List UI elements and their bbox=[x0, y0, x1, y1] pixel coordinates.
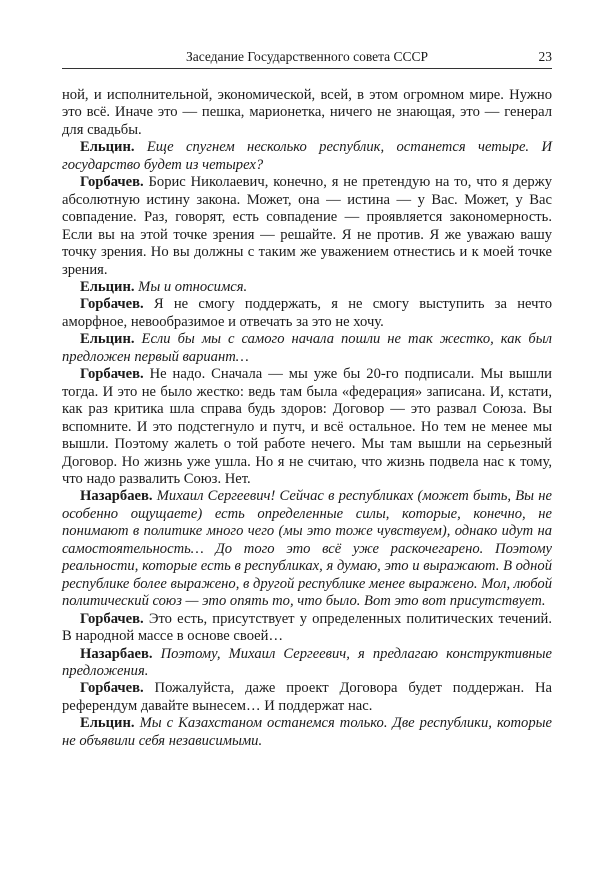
speaker-name: Ельцин. bbox=[80, 278, 135, 295]
paragraph bbox=[62, 139, 552, 174]
paragraph-text: Михаил Сергеевич! Сейчас в республиках (может быть, Вы не особенно ощущаете) есть определенные силы, которые, конечно, не понимают в политике много чего (мы это тоже чувствуем), однако идут на самостоятельность… До того это всё уже раскочегарено. Поэтому реальности, которые есть в республиках, я думаю, это и выражают. В одной республике более выражено, в другой республике менее выражено. Мол, любой политический союз — это опять то, что было. Вот это вот присутствует. bbox=[62, 488, 552, 610]
speaker-name: Горбачев. bbox=[80, 174, 144, 191]
running-header bbox=[62, 46, 552, 69]
paragraph-text: Борис Николаевич, конечно, я не претендую на то, что я держу абсолютную истину закона. Может, она — истина — у Вас. Может, у Вас совпадение. Раз, говорят, есть совпадение — проявляется закономерность. Если вы на этой точке зрения — решайте. Я не против. Я же уважаю вашу точку зрения. Но вы должны с таким же уважением отнестись и к моей точке зрения. bbox=[62, 174, 552, 278]
paragraph-text: ной, и исполнительной, экономической, всей, в этом огромном мире. Нужно это всё. Иначе это — пешка, марионетка, ничего не знающая, это — генерал для свадьбы. bbox=[62, 87, 552, 138]
paragraph bbox=[62, 680, 552, 715]
paragraph bbox=[62, 715, 552, 750]
speaker-name: Горбачев. bbox=[80, 296, 144, 313]
speaker-name: Назарбаев. bbox=[80, 645, 153, 662]
speaker-name: Ельцин. bbox=[80, 715, 135, 732]
paragraph bbox=[62, 488, 552, 610]
paragraph-text: Мы с Казахстаном останемся только. Две республики, которые не объявили себя независимыми. bbox=[62, 715, 553, 749]
paragraph-text: Поэтому, Михаил Сергеевич, я предлагаю конструктивные предложения. bbox=[62, 645, 552, 679]
paragraph bbox=[62, 646, 552, 681]
speaker-name: Ельцин. bbox=[80, 139, 135, 156]
speaker-name: Горбачев. bbox=[80, 610, 144, 627]
page-number: 23 bbox=[538, 49, 552, 64]
running-header-title: Заседание Государственного совета СССР bbox=[185, 49, 429, 64]
paragraph bbox=[62, 331, 552, 366]
paragraph-text: Пожалуйста, даже проект Договора будет поддержан. На референдум давайте вынесем… И поддержат нас. bbox=[62, 680, 552, 714]
paragraph-text: Я не смогу поддержать, я не смогу выступить за нечто аморфное, невообразимое и отвечать за это не хочу. bbox=[62, 296, 552, 330]
paragraph bbox=[62, 174, 552, 279]
paragraph-text: Если бы мы с самого начала пошли не так жестко, как был предложен первый вариант… bbox=[62, 331, 552, 365]
paragraph bbox=[62, 87, 552, 139]
paragraph-text: Не надо. Сначала — мы уже бы 20-го подписали. Мы вышли тогда. И это не было жестко: ведь там была «федерация» записана. И, кстати, как раз критика шла справа будь здоров: Договор — это развал Союза. Вы вспомните. И это подстегнуло и путч, и всё остальное. Но тем не менее мы вышли. Поэтому жалеть о той работе нечего. Мы там вышли на серьезный Договор. Но жизнь уже ушла. Но я не считаю, что жизнь подвела нас к тому, что надо развалить Союз. Нет. bbox=[62, 366, 552, 487]
paragraph bbox=[62, 279, 552, 296]
page-body bbox=[62, 87, 552, 750]
speaker-name: Горбачев. bbox=[80, 366, 144, 383]
paragraph bbox=[62, 611, 552, 646]
paragraph-text: Мы и относимся. bbox=[138, 278, 248, 295]
speaker-name: Ельцин. bbox=[80, 331, 135, 348]
paragraph-text: Это есть, присутствует у определенных политических течений. В народной массе в основе своей… bbox=[62, 610, 552, 645]
paragraph bbox=[62, 296, 552, 331]
speaker-name: Горбачев. bbox=[80, 680, 144, 697]
book-page bbox=[62, 46, 552, 750]
paragraph-text: Еще спугнем несколько республик, останется четыре. И государство будет из четырех? bbox=[62, 139, 552, 173]
paragraph bbox=[62, 366, 552, 488]
speaker-name: Назарбаев. bbox=[80, 488, 153, 505]
